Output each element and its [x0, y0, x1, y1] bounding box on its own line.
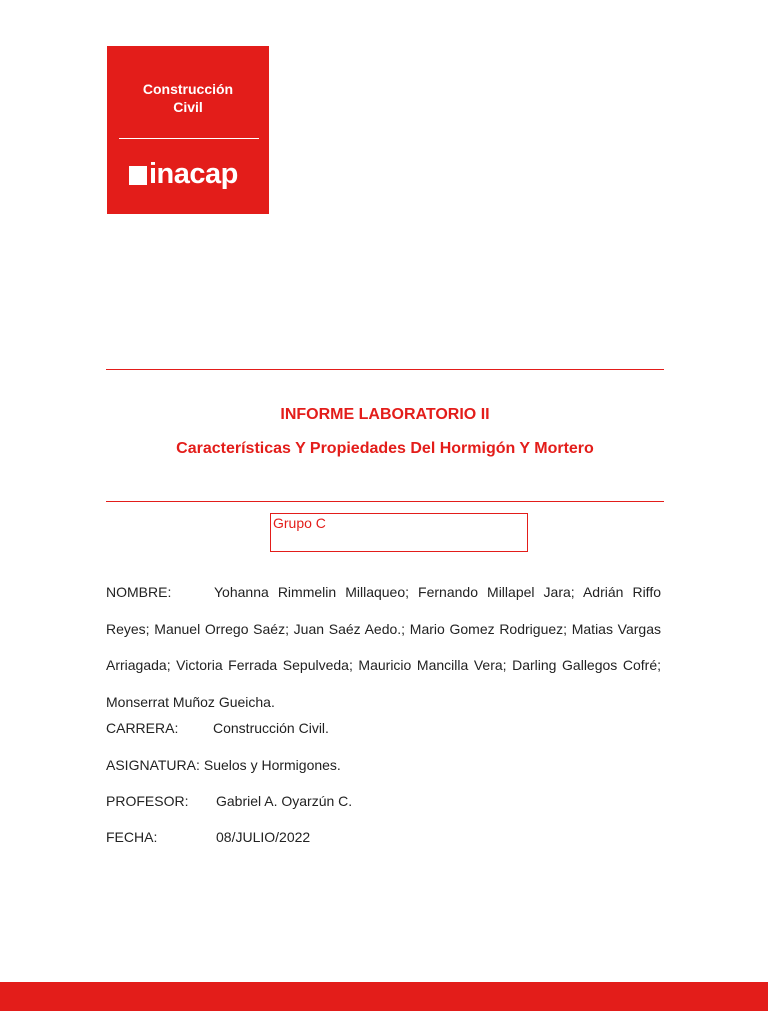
report-title: INFORME LABORATORIO II — [280, 406, 490, 423]
inacap-logo-mark-icon — [129, 166, 147, 185]
top-divider — [106, 369, 664, 370]
fecha-value: 08/JULIO/2022 — [216, 829, 311, 845]
fecha-field — [106, 828, 310, 846]
group-label: Grupo C — [273, 515, 326, 531]
logo-divider — [119, 138, 259, 139]
nombre-field — [106, 574, 661, 720]
nombre-value: Yohanna Rimmelin Millaqueo; Fernando Millapel Jara; Adrián Riffo Reyes; Manuel Orrego Saéz; Juan Saéz Aedo.; Mario Gomez Rodriguez; Matias Vargas Arriagada; Victoria Ferrada Sepulveda; Mauricio Mancilla Vera; Darling Gallegos Cofré; Monserrat Muñoz Gueicha. — [106, 584, 661, 710]
footer-bar — [0, 982, 768, 1011]
carrera-label: CARRERA: — [106, 720, 179, 736]
carrera-value: Construcción Civil. — [213, 720, 329, 736]
inacap-logo — [107, 46, 269, 214]
asignatura-value: Suelos y Hormigones. — [203, 757, 341, 773]
group-box — [270, 513, 528, 552]
profesor-field — [106, 792, 352, 810]
report-subtitle: Características Y Propiedades Del Hormigón Y Mortero — [176, 440, 594, 457]
logo-brand-text: inacap — [149, 158, 238, 190]
logo-caption-line1: Construcción — [142, 81, 234, 97]
profesor-label: PROFESOR: — [106, 793, 189, 809]
carrera-field — [106, 719, 329, 737]
logo-caption-line2: Civil — [173, 99, 203, 115]
asignatura-field — [106, 756, 341, 774]
asignatura-label: ASIGNATURA: — [106, 757, 200, 773]
logo-wordmark — [129, 154, 238, 194]
fecha-label: FECHA: — [106, 829, 158, 845]
profesor-value: Gabriel A. Oyarzún C. — [216, 793, 353, 809]
bottom-divider — [106, 501, 664, 502]
nombre-label: NOMBRE: — [106, 584, 172, 600]
logo-caption — [107, 80, 269, 116]
